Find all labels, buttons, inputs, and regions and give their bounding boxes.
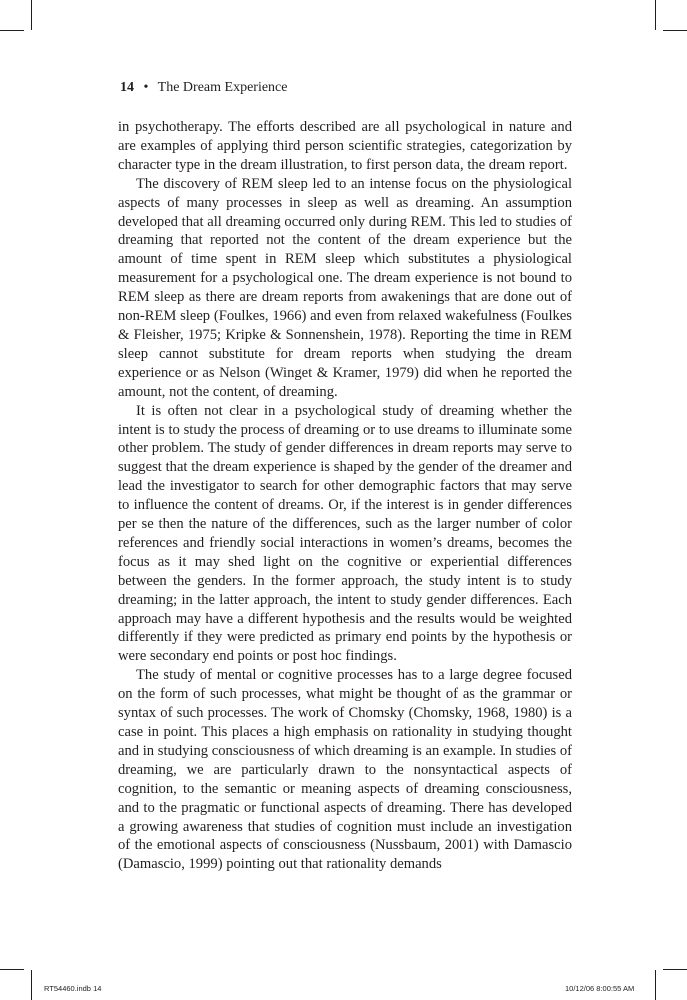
crop-mark-top-right-horizontal [663, 30, 687, 31]
page-body [118, 118, 572, 874]
crop-mark-top-left-vertical [31, 0, 32, 30]
crop-mark-bottom-left-vertical [31, 970, 32, 1000]
crop-mark-top-right-vertical [655, 0, 656, 30]
crop-mark-bottom-left-horizontal [0, 969, 24, 970]
paragraph-4: The study of mental or cognitive processes has to a large degree focused on the form of such processes, what might be thought of as the grammar or syntax of such processes. The work of Chomsky (Chomsky, 1968, 1980) is a case in point. This places a high emphasis on rationality in studying thought and in studying consciousness of which dreaming is an example. In studies of dreaming, we are particularly drawn to the nonsyntactical aspects of cognition, to the semantic or meaning aspects of dreaming consciousness, and to the pragmatic or functional aspects of dreaming. There has developed a growing awareness that studies of cognition must include an investigation of the emotional aspects of consciousness (Nussbaum, 2001) with Damascio (Damascio, 1999) pointing out that rationality demands [118, 667, 572, 873]
paragraph-3: It is often not clear in a psychological study of dreaming whether the intent is to study the process of dreaming or to use dreams to illuminate some other problem. The study of gender differences in dream reports may serve to suggest that the dream experience is shaped by the gender of the dreamer and lead the investigator to search for other demographic factors that may serve to influence the content of dreams. Or, if the interest is in gender differences per se then the nature of the differences, such as the larger number of color references and friendly social interactions in women’s dreams, becomes the focus as it may shed light on the cognitive or experiential differences between the genders. In the former approach, the study intent is to study dreaming; in the latter approach, the intent to study gender differences. Each approach may have a different hypothesis and the results would be weighted differently if they were predicted as primary end points by the hypothesis or were secondary end points or post hoc findings. [118, 402, 572, 665]
crop-mark-bottom-right-vertical [655, 970, 656, 1000]
footer-timestamp: 10/12/06 8:00:55 AM [565, 984, 635, 993]
paragraph-2: The discovery of REM sleep led to an intense focus on the physiological aspects of many processes in sleep as well as dreaming. An assumption developed that all dreaming occurred only during REM. This led to studies of dreaming that reported not the content of the dream experience but the amount of time spent in REM sleep which substitutes a physiological measurement for a psychological one. The dream experience is not bound to REM sleep as there are dream reports from awakenings that are done out of non-REM sleep (Foulkes, 1966) and even from relaxed wakefulness (Foulkes & Fleisher, 1975; Kripke & Sonnenshein, 1978). Reporting the time in REM sleep cannot substitute for dream reports when studying the dream experience or as Nelson (Winget & Kramer, 1979) did when he reported the amount, not the content, of dreaming. [118, 175, 572, 400]
page-number: 14 [120, 80, 134, 95]
crop-mark-top-left-horizontal [0, 30, 24, 31]
running-title: The Dream Experience [157, 80, 288, 95]
paragraph-1: in psychotherapy. The efforts described are all psychological in nature and are examples of applying third person scientific strategies, categorization by character type in the dream illustration, to first person data, the dream report. [118, 119, 572, 173]
running-header [120, 80, 287, 96]
header-bullet: • [143, 80, 149, 95]
crop-mark-bottom-right-horizontal [663, 969, 687, 970]
footer-file-name: RT54460.indb 14 [44, 984, 102, 993]
